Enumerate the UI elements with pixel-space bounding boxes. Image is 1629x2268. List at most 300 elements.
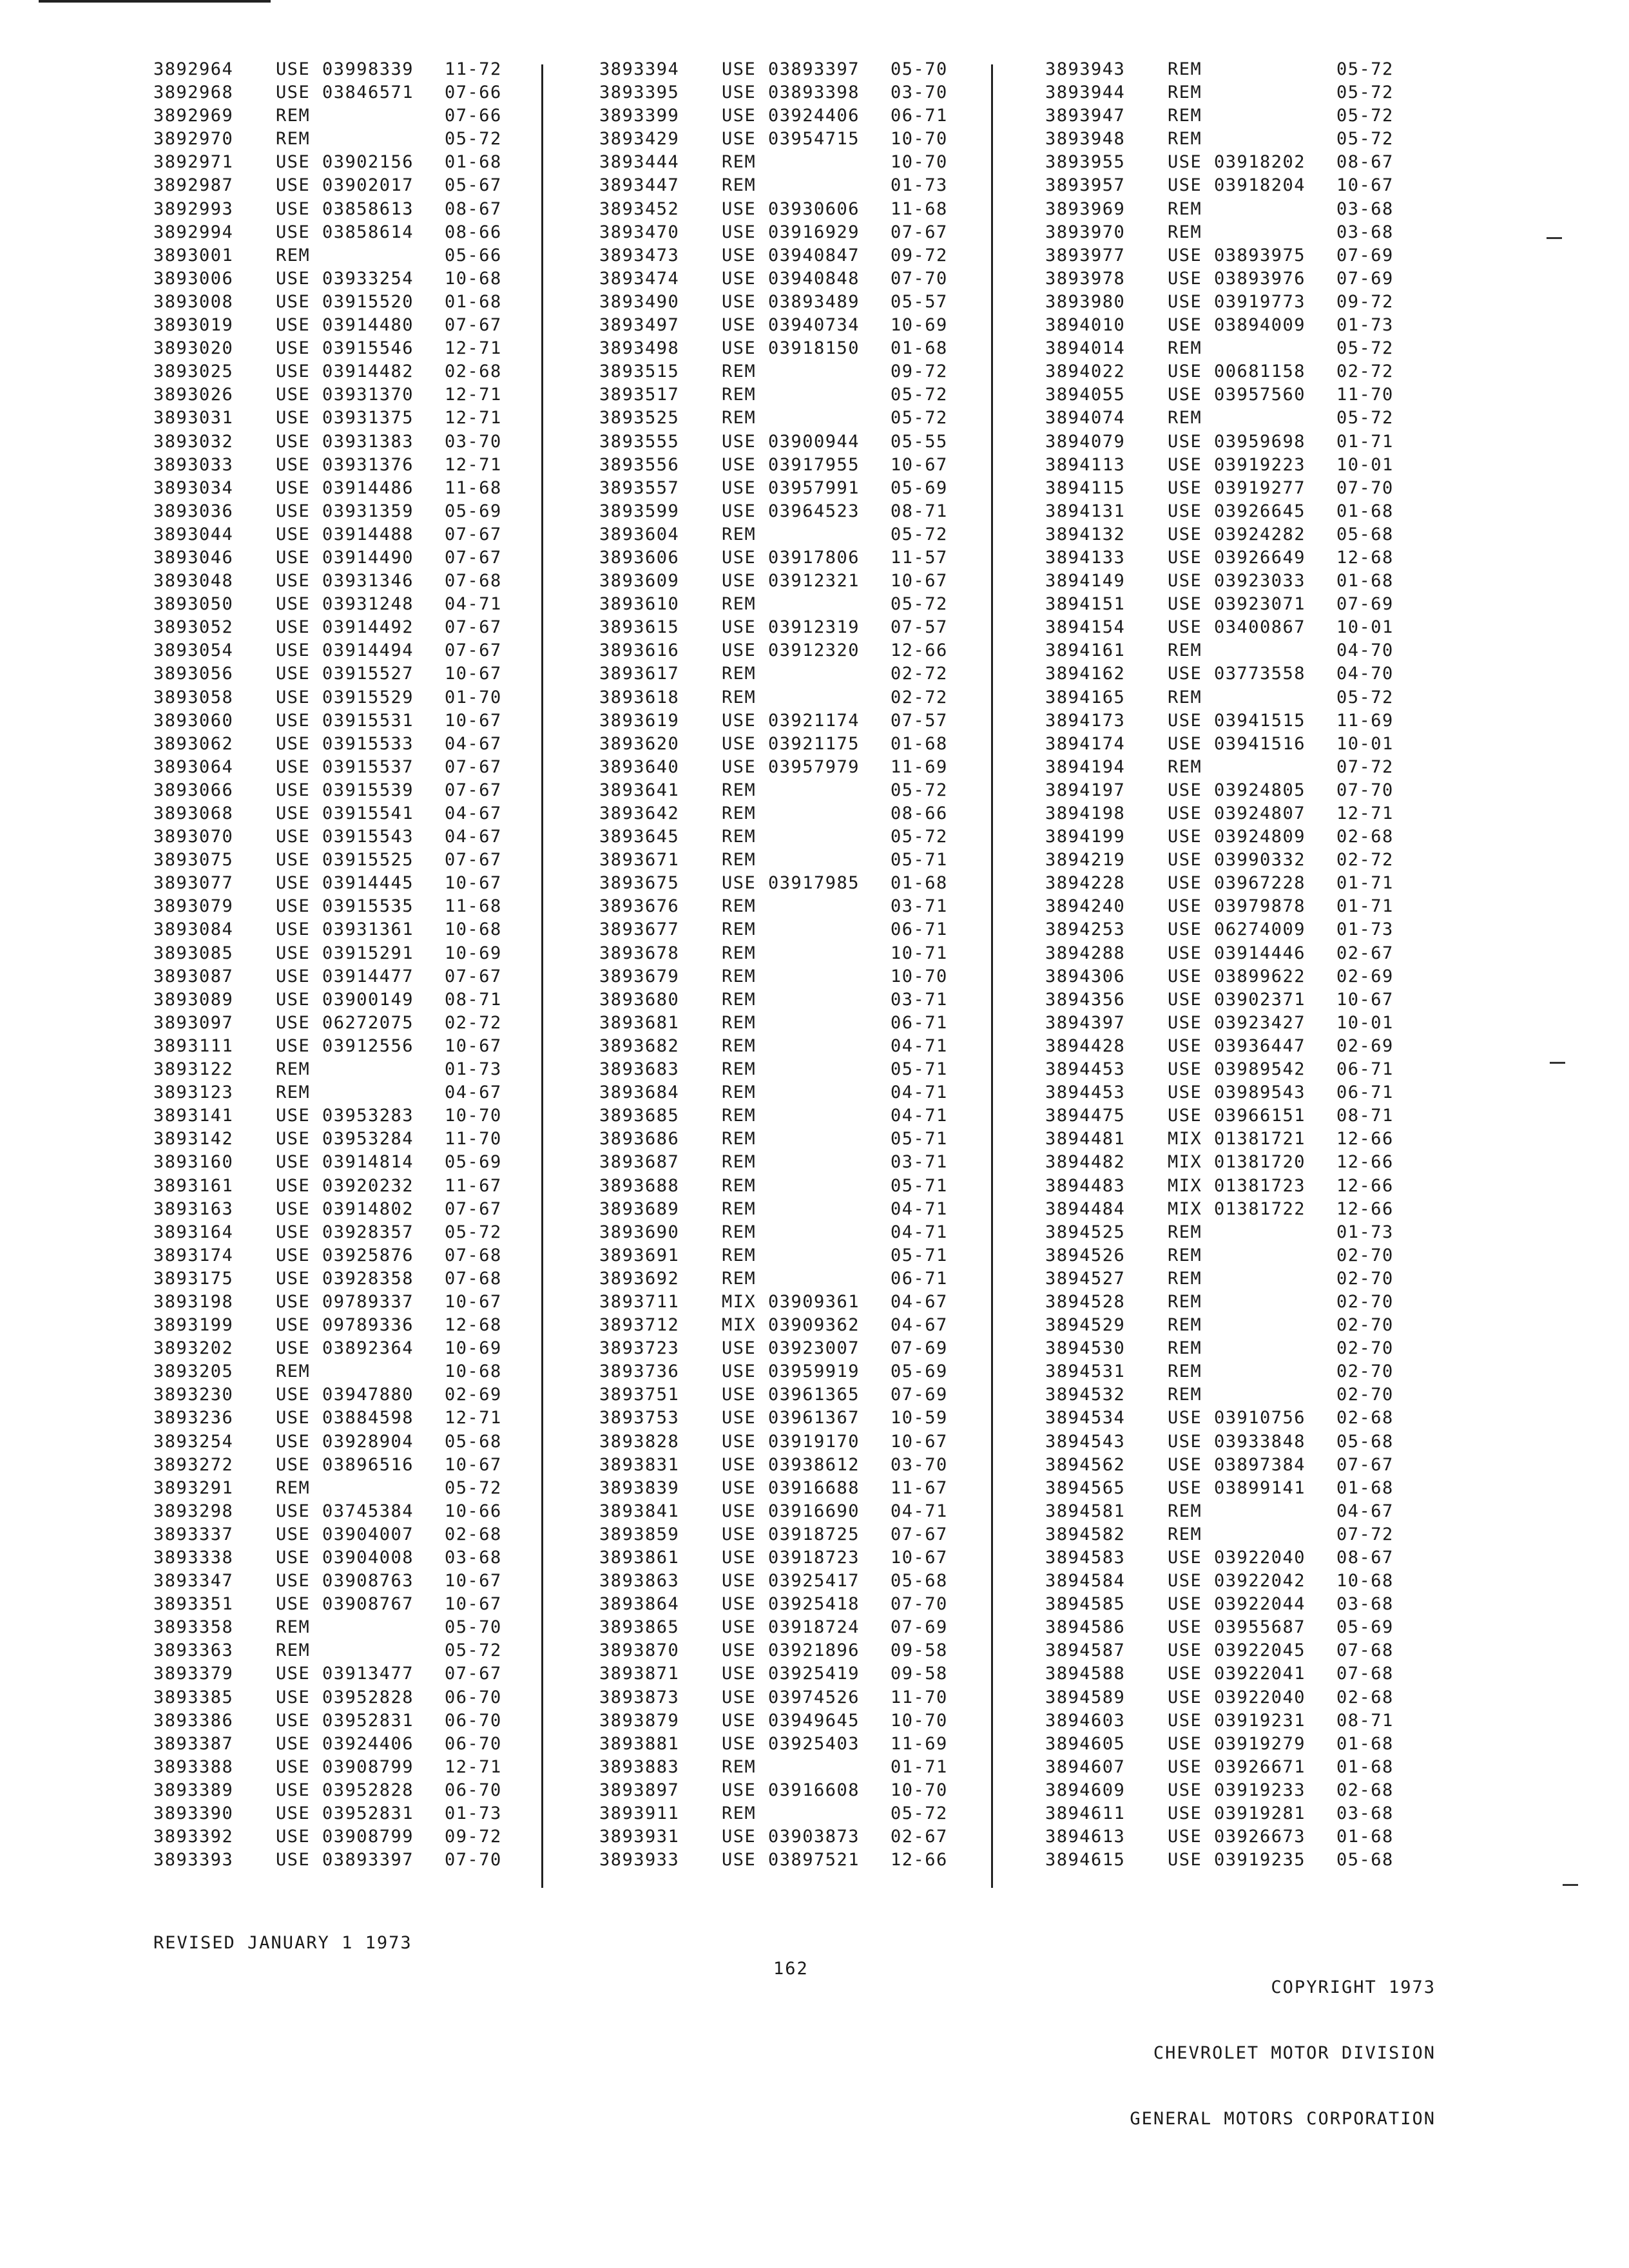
change-date: 01-68 (891, 873, 948, 894)
part-number: 3893515 (599, 361, 680, 382)
part-number: 3893390 (153, 1803, 234, 1824)
new-part-number: 03921175 (768, 733, 860, 754)
action-code: USE (276, 1850, 311, 1870)
change-date: 05-72 (1336, 106, 1394, 126)
change-date: 05-71 (891, 850, 948, 870)
new-part-number: 03966151 (1214, 1106, 1306, 1126)
new-part-number: 03922045 (1214, 1640, 1306, 1661)
change-date: 02-70 (1336, 1315, 1394, 1336)
action-code: USE (722, 106, 757, 126)
new-part-number: 00681158 (1214, 361, 1306, 382)
new-part-number: 03915529 (322, 687, 414, 707)
change-date: 05-69 (891, 1361, 948, 1382)
action-code: USE (276, 710, 311, 731)
part-number: 3893861 (599, 1548, 680, 1568)
action-code: REM (722, 803, 757, 823)
new-part-number: 03915525 (322, 850, 414, 870)
parts-list-row (1045, 662, 1407, 686)
parts-list-row (153, 825, 516, 849)
change-date: 08-71 (1336, 1106, 1394, 1126)
part-number: 3894483 (1045, 1175, 1126, 1196)
action-code: USE (276, 291, 311, 312)
new-part-number: 03914480 (322, 315, 414, 336)
parts-list-row (153, 1035, 516, 1058)
change-date: 10-71 (891, 943, 948, 963)
action-code: USE (276, 1408, 311, 1428)
new-part-number: 03952831 (322, 1710, 414, 1731)
action-code: USE (722, 1548, 757, 1568)
part-number: 3893052 (153, 617, 234, 638)
action-code: USE (722, 198, 757, 219)
parts-list-row (599, 128, 961, 151)
parts-list-row (599, 733, 961, 756)
parts-list-row (1045, 407, 1407, 430)
new-part-number: 03900944 (768, 431, 860, 452)
part-number: 3893616 (599, 640, 680, 661)
action-code: USE (276, 175, 311, 196)
change-date: 02-68 (1336, 1408, 1394, 1428)
action-code: REM (276, 1477, 311, 1498)
action-code: USE (1168, 1594, 1202, 1615)
part-number: 3893358 (153, 1617, 234, 1638)
parts-list-row (1045, 942, 1407, 965)
new-part-number: 03914488 (322, 524, 414, 544)
change-date: 10-67 (445, 1035, 502, 1056)
action-code: USE (722, 82, 757, 103)
change-date: 09-72 (1336, 291, 1394, 312)
new-part-number: 03931248 (322, 594, 414, 615)
part-number: 3894149 (1045, 571, 1126, 591)
change-date: 12-71 (445, 385, 502, 405)
change-date: 01-73 (1336, 315, 1394, 336)
change-date: 10-67 (445, 1594, 502, 1615)
change-date: 07-69 (891, 1338, 948, 1359)
part-number: 3893680 (599, 989, 680, 1010)
change-date: 05-72 (445, 1222, 502, 1242)
action-code: USE (276, 1035, 311, 1056)
change-date: 07-69 (891, 1617, 948, 1638)
part-number: 3893033 (153, 454, 234, 475)
new-part-number: 03922044 (1214, 1594, 1306, 1615)
new-part-number: 03908799 (322, 1827, 414, 1847)
action-code: USE (722, 756, 757, 777)
parts-list-row (1045, 1221, 1407, 1244)
part-number: 3893879 (599, 1710, 680, 1731)
parts-list-row (599, 244, 961, 267)
part-number: 3893291 (153, 1477, 234, 1498)
part-number: 3893978 (1045, 268, 1126, 289)
action-code: USE (1168, 477, 1202, 498)
action-code: USE (722, 1454, 757, 1475)
parts-list-row (1045, 779, 1407, 802)
action-code: USE (276, 59, 311, 79)
new-part-number: 03918150 (768, 338, 860, 359)
part-number: 3893753 (599, 1408, 680, 1428)
action-code: USE (1168, 594, 1202, 615)
new-part-number: 03940847 (768, 245, 860, 265)
parts-list-row (153, 360, 516, 383)
part-number: 3893230 (153, 1385, 234, 1405)
change-date: 05-72 (891, 594, 948, 615)
part-number: 3893056 (153, 664, 234, 684)
action-code: USE (1168, 1710, 1202, 1731)
part-number: 3894306 (1045, 966, 1126, 986)
parts-list-row (153, 523, 516, 546)
parts-list-row (1045, 1314, 1407, 1337)
change-date: 10-01 (1336, 617, 1394, 638)
part-number: 3894531 (1045, 1361, 1126, 1382)
parts-list-row (1045, 81, 1407, 104)
part-number: 3894530 (1045, 1338, 1126, 1359)
new-part-number: 06274009 (1214, 919, 1306, 940)
action-code: USE (1168, 710, 1202, 731)
parts-list-row (599, 104, 961, 128)
part-number: 3893050 (153, 594, 234, 615)
part-number: 3893122 (153, 1059, 234, 1080)
parts-list-row (599, 1407, 961, 1430)
change-date: 06-71 (891, 106, 948, 126)
change-date: 01-68 (445, 291, 502, 312)
change-date: 04-67 (1336, 1501, 1394, 1521)
parts-list-row (599, 1500, 961, 1523)
parts-list-row (153, 918, 516, 941)
part-number: 3894194 (1045, 756, 1126, 777)
part-number: 3893337 (153, 1524, 234, 1544)
action-code: USE (722, 1338, 757, 1359)
parts-list-row (599, 174, 961, 197)
parts-list-row (599, 1151, 961, 1174)
change-date: 01-68 (1336, 571, 1394, 591)
part-number: 3894288 (1045, 943, 1126, 963)
action-code: USE (722, 1687, 757, 1707)
page-number: 162 (773, 1959, 809, 1979)
new-part-number: 03925417 (768, 1571, 860, 1591)
action-code: REM (722, 175, 757, 196)
part-number: 3894613 (1045, 1827, 1126, 1847)
action-code: USE (276, 1501, 311, 1521)
action-code: REM (722, 1268, 757, 1289)
change-date: 11-72 (445, 59, 502, 79)
action-code: REM (722, 1129, 757, 1149)
part-number: 3894198 (1045, 803, 1126, 823)
change-date: 10-67 (1336, 175, 1394, 196)
change-date: 07-67 (445, 1198, 502, 1219)
new-part-number: 03904008 (322, 1548, 414, 1568)
new-part-number: 03926673 (1214, 1827, 1306, 1847)
part-number: 3893865 (599, 1617, 680, 1638)
new-part-number: 03893397 (322, 1850, 414, 1870)
change-date: 05-72 (891, 385, 948, 405)
change-date: 07-68 (1336, 1640, 1394, 1661)
change-date: 10-70 (891, 1780, 948, 1800)
action-code: USE (276, 152, 311, 173)
new-part-number: 03914486 (322, 477, 414, 498)
parts-list-row (153, 616, 516, 639)
parts-list-row (1045, 1500, 1407, 1523)
new-part-number: 03949645 (768, 1710, 860, 1731)
change-date: 02-70 (1336, 1291, 1394, 1312)
new-part-number: 03930606 (768, 198, 860, 219)
parts-list-row (153, 1128, 516, 1151)
margin-tick-mark (1547, 237, 1562, 239)
part-number: 3893604 (599, 524, 680, 544)
parts-list-row (599, 430, 961, 454)
change-date: 11-70 (1336, 385, 1394, 405)
parts-list-row (153, 593, 516, 616)
parts-list-row (153, 1802, 516, 1825)
new-part-number: 03921174 (768, 710, 860, 731)
action-code: USE (1168, 896, 1202, 917)
action-code: USE (276, 1012, 311, 1033)
action-code: REM (722, 1152, 757, 1173)
parts-list-row (153, 383, 516, 407)
change-date: 10-67 (891, 454, 948, 475)
part-number: 3894565 (1045, 1477, 1126, 1498)
parts-list-row (153, 733, 516, 756)
parts-list-row (599, 872, 961, 895)
change-date: 12-71 (1336, 803, 1394, 823)
parts-list-row (599, 1198, 961, 1221)
action-code: REM (722, 1012, 757, 1033)
new-part-number: 03919773 (1214, 291, 1306, 312)
new-part-number: 03979878 (1214, 896, 1306, 917)
new-part-number: 03893398 (768, 82, 860, 103)
action-code: MIX (1168, 1152, 1202, 1173)
part-number: 3893615 (599, 617, 680, 638)
action-code: REM (722, 919, 757, 940)
parts-list-row (1045, 291, 1407, 314)
new-part-number: 03912320 (768, 640, 860, 661)
new-part-number: 03918204 (1214, 175, 1306, 196)
part-number: 3893948 (1045, 129, 1126, 149)
parts-list-row (153, 570, 516, 593)
new-part-number: 03913477 (322, 1664, 414, 1684)
part-number: 3893525 (599, 408, 680, 428)
part-number: 3893470 (599, 222, 680, 242)
parts-list-row (153, 1756, 516, 1779)
change-date: 01-68 (1336, 1477, 1394, 1498)
action-code: USE (1168, 1408, 1202, 1428)
part-number: 3894253 (1045, 919, 1126, 940)
action-code: USE (722, 571, 757, 591)
change-date: 09-58 (891, 1664, 948, 1684)
new-part-number: 03931376 (322, 454, 414, 475)
parts-list-row (153, 709, 516, 733)
action-code: USE (276, 943, 311, 963)
part-number: 3893019 (153, 315, 234, 336)
action-code: USE (276, 198, 311, 219)
parts-list-row (1045, 756, 1407, 779)
change-date: 07-66 (445, 106, 502, 126)
part-number: 3893393 (153, 1850, 234, 1870)
parts-list-row (1045, 802, 1407, 825)
action-code: USE (722, 1617, 757, 1638)
new-part-number: 03900149 (322, 989, 414, 1010)
new-part-number: 03846571 (322, 82, 414, 103)
change-date: 01-71 (891, 1756, 948, 1777)
part-number: 3894603 (1045, 1710, 1126, 1731)
action-code: REM (1168, 687, 1202, 707)
change-date: 05-55 (891, 431, 948, 452)
parts-list-row (599, 1314, 961, 1337)
new-part-number: 03931346 (322, 571, 414, 591)
parts-list-row (599, 1058, 961, 1081)
action-code: USE (722, 1733, 757, 1754)
change-date: 08-71 (1336, 1710, 1394, 1731)
parts-list-row (1045, 825, 1407, 849)
copyright-block (1130, 1933, 1436, 2152)
copyright-line: COPYRIGHT 1973 (1271, 1977, 1436, 1997)
action-code: USE (276, 989, 311, 1010)
parts-list-row (1045, 918, 1407, 941)
new-part-number: 03918202 (1214, 152, 1306, 173)
action-code: USE (722, 1501, 757, 1521)
new-part-number: 03884598 (322, 1408, 414, 1428)
column-divider-2 (991, 64, 993, 1888)
action-code: USE (276, 687, 311, 707)
parts-list-row (599, 221, 961, 244)
new-part-number: 03989543 (1214, 1082, 1306, 1103)
change-date: 03-71 (891, 896, 948, 917)
action-code: USE (722, 733, 757, 754)
change-date: 10-70 (891, 129, 948, 149)
parts-list-row (599, 1267, 961, 1291)
part-number: 3893684 (599, 1082, 680, 1103)
action-code: REM (722, 827, 757, 847)
new-part-number: 03899622 (1214, 966, 1306, 986)
change-date: 03-71 (891, 989, 948, 1010)
part-number: 3893399 (599, 106, 680, 126)
action-code: USE (1168, 1850, 1202, 1870)
action-code: USE (276, 477, 311, 498)
action-code: USE (276, 338, 311, 359)
new-part-number: 03928357 (322, 1222, 414, 1242)
change-date: 10-70 (891, 1710, 948, 1731)
change-date: 10-67 (891, 1548, 948, 1568)
new-part-number: 03961367 (768, 1408, 860, 1428)
action-code: REM (1168, 640, 1202, 661)
part-number: 3893883 (599, 1756, 680, 1777)
part-number: 3893863 (599, 1571, 680, 1591)
new-part-number: 03745384 (322, 1501, 414, 1521)
parts-list-row (1045, 454, 1407, 477)
parts-list-row (153, 291, 516, 314)
part-number: 3894173 (1045, 710, 1126, 731)
change-date: 06-71 (1336, 1082, 1394, 1103)
new-part-number: 03919235 (1214, 1850, 1306, 1870)
parts-list-row (153, 1012, 516, 1035)
change-date: 10-68 (1336, 1571, 1394, 1591)
change-date: 01-73 (1336, 919, 1394, 940)
parts-list-row (1045, 1244, 1407, 1267)
part-number: 3894240 (1045, 896, 1126, 917)
new-part-number: 03955687 (1214, 1617, 1306, 1638)
new-part-number: 03919170 (768, 1431, 860, 1452)
action-code: USE (722, 338, 757, 359)
part-number: 3893490 (599, 291, 680, 312)
change-date: 07-68 (445, 571, 502, 591)
action-code: REM (1168, 1361, 1202, 1382)
change-date: 05-72 (1336, 687, 1394, 707)
action-code: USE (1168, 454, 1202, 475)
action-code: USE (1168, 1454, 1202, 1475)
part-number: 3894055 (1045, 385, 1126, 405)
action-code: REM (722, 1059, 757, 1080)
action-code: USE (276, 1756, 311, 1777)
new-part-number: 03893975 (1214, 245, 1306, 265)
change-date: 07-57 (891, 710, 948, 731)
part-number: 3893036 (153, 501, 234, 521)
parts-list-row (599, 198, 961, 221)
parts-list-row (1045, 849, 1407, 872)
parts-list-row (153, 151, 516, 174)
action-code: USE (1168, 1431, 1202, 1452)
change-date: 12-68 (1336, 547, 1394, 568)
action-code: USE (1168, 245, 1202, 265)
parts-list-row (599, 1128, 961, 1151)
part-number: 3894356 (1045, 989, 1126, 1010)
part-number: 3893870 (599, 1640, 680, 1661)
change-date: 07-67 (445, 1664, 502, 1684)
part-number: 3893970 (1045, 222, 1126, 242)
parts-list-row (1045, 267, 1407, 291)
parts-list-row (1045, 1151, 1407, 1174)
part-number: 3894481 (1045, 1129, 1126, 1149)
action-code: REM (1168, 1385, 1202, 1405)
change-date: 12-66 (891, 1850, 948, 1870)
change-date: 02-72 (891, 664, 948, 684)
action-code: USE (276, 594, 311, 615)
parts-list-row (153, 1477, 516, 1500)
action-code: USE (1168, 919, 1202, 940)
parts-list-row (1045, 733, 1407, 756)
part-number: 3893947 (1045, 106, 1126, 126)
action-code: REM (1168, 198, 1202, 219)
action-code: USE (276, 850, 311, 870)
part-number: 3894079 (1045, 431, 1126, 452)
action-code: USE (276, 803, 311, 823)
part-number: 3893620 (599, 733, 680, 754)
change-date: 09-72 (891, 361, 948, 382)
change-date: 03-68 (445, 1548, 502, 1568)
change-date: 07-66 (445, 82, 502, 103)
parts-list-row (1045, 58, 1407, 81)
part-number: 3892968 (153, 82, 234, 103)
action-code: USE (1168, 966, 1202, 986)
change-date: 10-01 (1336, 454, 1394, 475)
part-number: 3893054 (153, 640, 234, 661)
action-code: USE (276, 1315, 311, 1336)
parts-list-row (599, 686, 961, 709)
change-date: 05-69 (891, 477, 948, 498)
action-code: REM (722, 1082, 757, 1103)
action-code: USE (722, 1408, 757, 1428)
change-date: 04-71 (891, 1106, 948, 1126)
parts-list-row (153, 1430, 516, 1454)
new-part-number: 03909362 (768, 1315, 860, 1336)
part-number: 3893068 (153, 803, 234, 823)
part-number: 3894197 (1045, 780, 1126, 800)
change-date: 08-71 (445, 989, 502, 1010)
change-date: 12-66 (891, 640, 948, 661)
action-code: USE (1168, 803, 1202, 823)
change-date: 08-71 (891, 501, 948, 521)
new-part-number: 03925419 (768, 1664, 860, 1684)
change-date: 07-67 (445, 756, 502, 777)
parts-list-row (153, 1709, 516, 1733)
change-date: 05-72 (445, 129, 502, 149)
copyright-line: GENERAL MOTORS CORPORATION (1130, 2109, 1436, 2129)
